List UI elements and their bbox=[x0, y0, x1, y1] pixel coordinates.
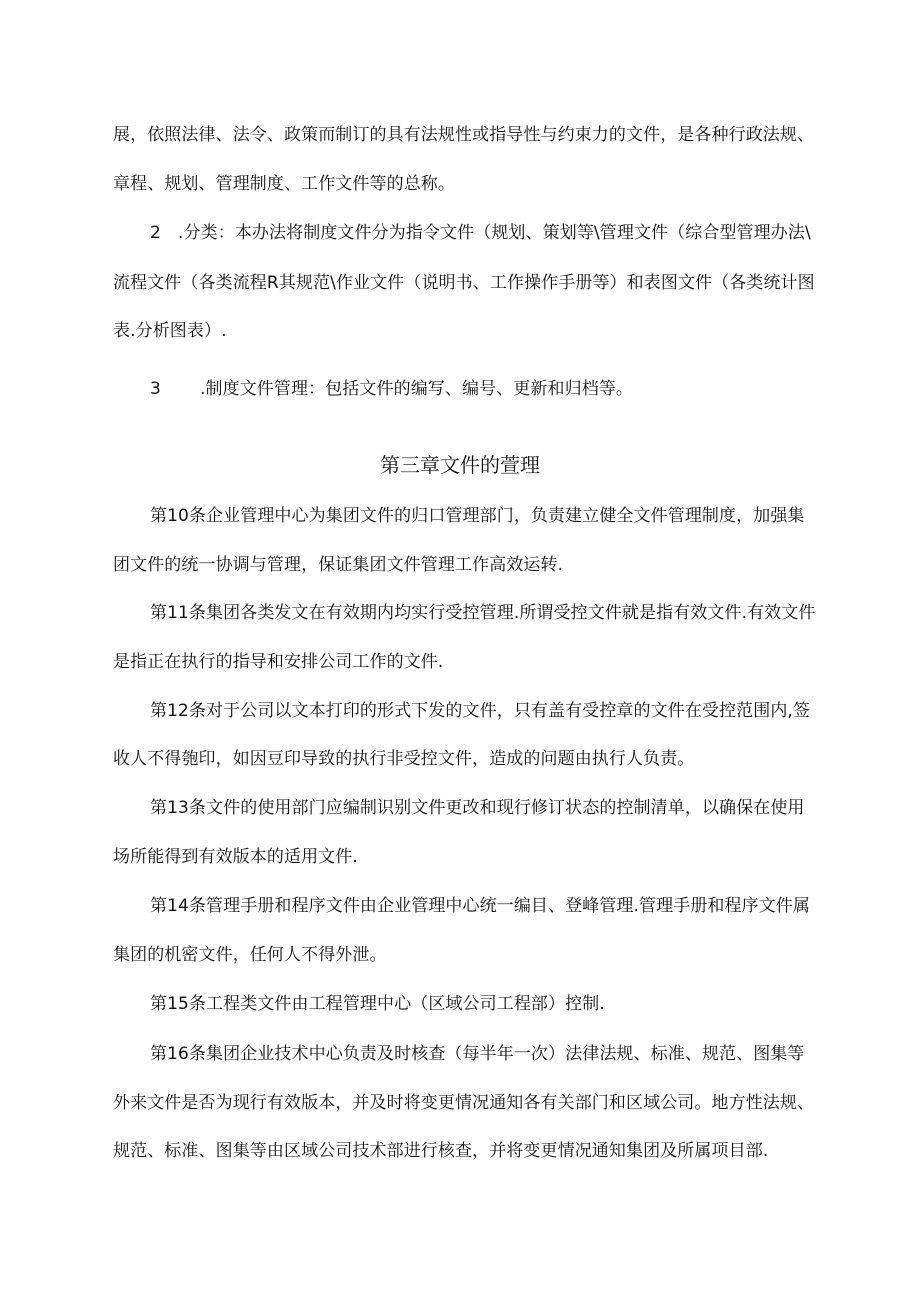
article-10-line-2: 团文件的统一协调与管理，保证集团文件管理工作高效运转. bbox=[113, 555, 564, 575]
article-16-line-1: 第16条集团企业技术中心负责及时核查（每半年一次）法律法规、标准、规范、图集等 bbox=[150, 1044, 805, 1064]
article-14-line-2: 集团的机密文件，任何人不得外泄。 bbox=[113, 945, 387, 965]
article-11-line-2: 是指正在执行的指导和安排公司工作的文件. bbox=[113, 652, 444, 672]
item-3-number: 3 bbox=[150, 379, 161, 399]
intro-line-2: 章程、规划、管理制度、工作文件等的总称。 bbox=[113, 174, 455, 194]
article-13-line-2: 场所能得到有效版本的适用文件. bbox=[113, 847, 358, 867]
item-2-line-2: 流程文件（各类流程R其规范\作业文件（说明书、工作操作手册等）和表图文件（各类统计图 bbox=[113, 273, 815, 293]
article-13-line-1: 第13条文件的使用部门应编制识别文件更改和现行修订状态的控制清单，以确保在使用 bbox=[150, 798, 805, 818]
article-12-line-2: 收人不得匏印，如因豆印导致的执行非受控文件，造成的问题由执行人负责。 bbox=[113, 749, 695, 769]
article-16-line-2: 外来文件是否为现行有效版本，并及时将变更情况通知各有关部门和区域公司。地方性法规、 bbox=[113, 1093, 815, 1113]
article-11-line-1: 第11条集团各类发文在有效期内均实行受控管理.所谓受控文件就是指有效文件.有效文件 bbox=[150, 603, 816, 623]
article-14-line-1: 第14条管理手册和程序文件由企业管理中心统一编目、登峰管理.管理手册和程序文件属 bbox=[150, 896, 811, 916]
item-2-line-3: 表.分析图表）. bbox=[113, 321, 227, 341]
article-12-line-1: 第12条对于公司以文本打印的形式下发的文件，只有盖有受控章的文件在受控范围内,签 bbox=[150, 701, 811, 721]
article-16-line-3: 规范、标准、图集等由区域公司技术部进行核查，并将变更情况通知集团及所属项目部. bbox=[113, 1141, 769, 1161]
chapter-heading: 第三章文件的萱理 bbox=[380, 453, 540, 477]
article-15-line-1: 第15条工程类文件由工程管理中心（区域公司工程部）控制. bbox=[150, 994, 605, 1014]
intro-line-1: 展，依照法律、法令、政策而制订的具有法规性或指导性与约束力的文件，是各种行政法规、 bbox=[113, 125, 815, 145]
item-2-line-1: 2 .分类：本办法将制度文件分为指令文件（规划、策划等\管理文件（综合型管理办法\ bbox=[150, 223, 811, 243]
item-3-text: .制度文件管理：包括文件的编写、编号、更新和归档等。 bbox=[200, 379, 634, 399]
article-10-line-1: 第10条企业管理中心为集团文件的归口管理部门，负责建立健全文件管理制度，加强集 bbox=[150, 506, 805, 526]
